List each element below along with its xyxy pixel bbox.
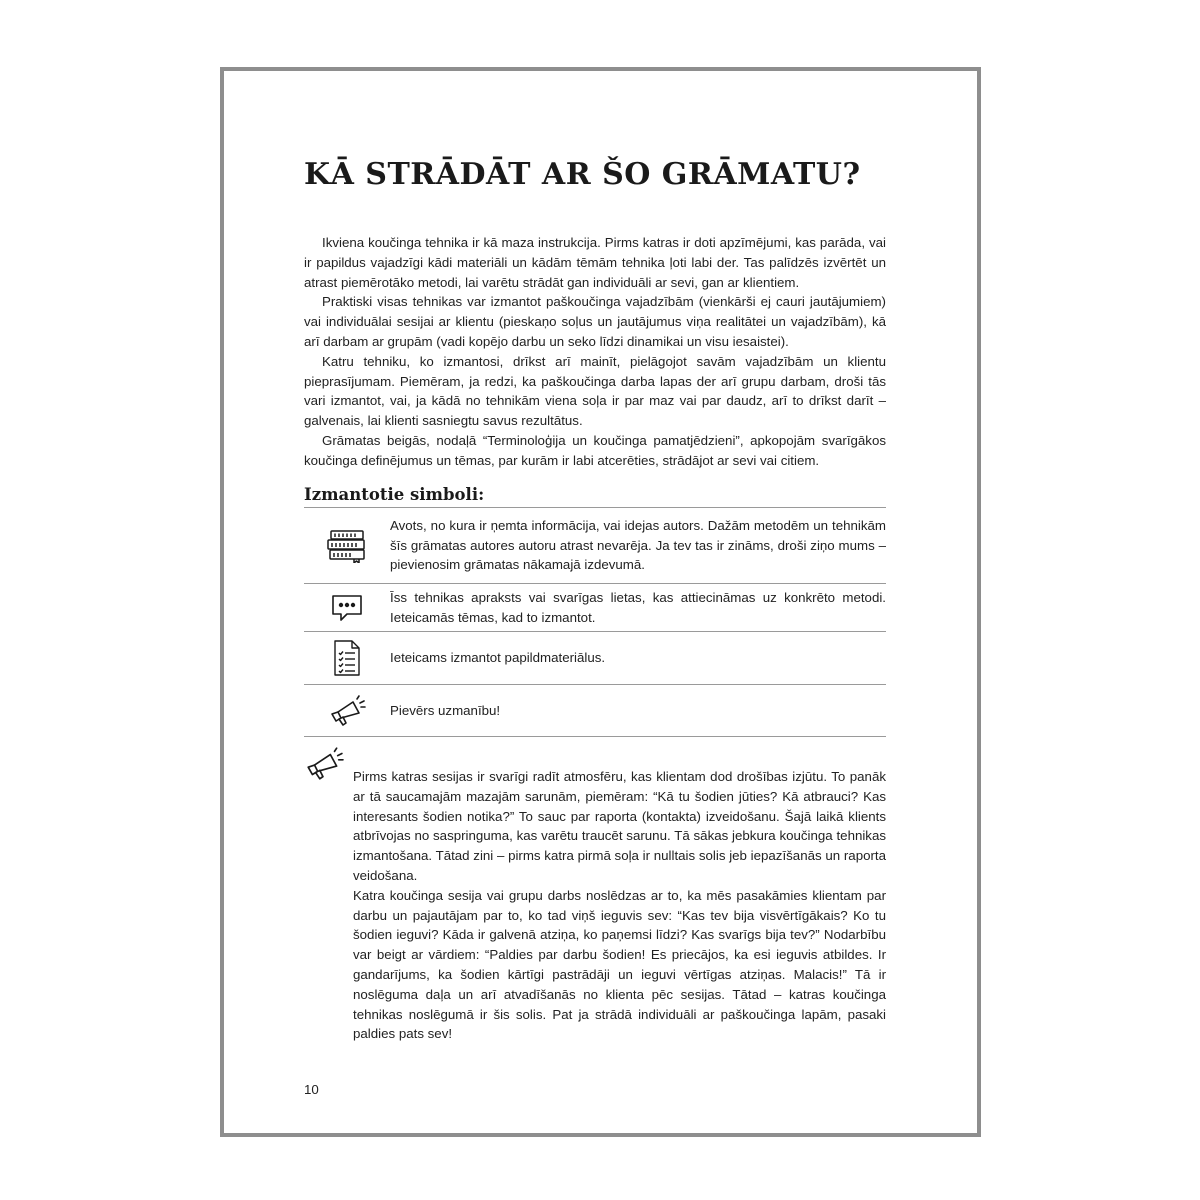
symbols-heading: Izmantotie simboli: <box>304 485 485 504</box>
books-icon <box>304 529 390 563</box>
intro-text <box>304 233 886 471</box>
page-number: 10 <box>304 1082 319 1097</box>
symbol-row-materials <box>304 631 886 684</box>
book-page <box>220 67 981 1137</box>
intro-paragraph: Grāmatas beigās, nodaļā “Terminoloģija un koučinga pamatjēdzieni”, apkopojām svarīgākos koučinga definējumus un tēmas, par kurām ir labi atcerēties, strādājot ar sevi vai citiem. <box>304 432 886 468</box>
attention-note <box>353 767 886 1044</box>
note-paragraph: Katra koučinga sesija vai grupu darbs noslēdzas ar to, ka mēs pasakāmies klientam par darbu un pajautājam par to, ko tad viņš ieguvis sev: “Kas tev bija visvērtīgākais? Ko tu šodien ieguvi? Kāda ir galvenā atziņa, ko paņemsi līdzi? Kas svarīgs bija tev?” Nodarbību var beigt ar vārdiem: “Paldies par darbu šodien! Es priecājos, ka esi ieguvis atbildes. Ir gandarījums, ka šodien kārtīgi pastrādāji un ieguvi vērtīgas atziņas. Malacis!” Tā ir noslēguma daļa un arī atvadīšanās no klienta pēc sesijas. Tātad – katras koučinga tehnikas noslēgumā ir šis solis. Pat ja strādā individuāli ar paškoučinga lapām, pasaki paldies pats sev! <box>353 887 886 1042</box>
symbol-description: Avots, no kura ir ņemta informācija, vai idejas autors. Dažām metodēm un tehnikām šīs grāmatas autores autoru atrast nevarēja. Ja tev tas ir zināms, droši ziņo mums – pievienosim grāmatas nākamajā izdevumā. <box>390 517 886 573</box>
megaphone-icon <box>304 746 344 787</box>
symbol-description: Īss tehnikas apraksts vai svarīgas lietas, kas attiecināmas uz konkrēto metodi. Ieteicamās tēmas, kad to izmantot. <box>390 589 886 625</box>
intro-paragraph: Praktiski visas tehnikas var izmantot paškoučinga vajadzībām (vienkārši ej cauri jautājumiem) vai individuālai sesijai ar klientu (pieskaņo soļus un jautājumus viņa realitātei un vajadzībām), kā arī darbam ar grupām (vadi kopējo darbu un seko līdzi dinamikai un visu iesaistei). <box>304 294 886 349</box>
megaphone-icon <box>304 694 390 728</box>
note-paragraph: Pirms katras sesijas ir svarīgi radīt atmosfēru, kas klientam dod drošības izjūtu. To panāk ar tā saucamajām mazajām sarunām, piemēram: “Kā tu šodien jūties? Kā atbrauci? Kas interesants šodien notika?” To sauc par raporta (kontakta) izveidošanu. Šajā laikā klients atbrīvojas no saspringuma, kas varētu traucēt sarunu. Tā sākas jebkura koučinga tehnikas izmantošana. Tātad zini – pirms katra pirmā soļa ir nulltais solis jeb iepazīšanās un raporta veidošana. <box>353 769 886 883</box>
speech-bubble-icon <box>304 593 390 623</box>
symbol-row-attention <box>304 684 886 737</box>
symbols-table <box>304 507 886 737</box>
page-title: KĀ STRĀDĀT AR ŠO GRĀMATU? <box>304 157 861 192</box>
intro-paragraph: Ikviena koučinga tehnika ir kā maza instrukcija. Pirms katras ir doti apzīmējumi, kas parāda, vai ir papildus vajadzīgi kādi materiāli un kādām tēmām tehnika ļoti labi der. Tas palīdzēs izvērtēt un atrast piemērotāko metodi, lai varētu strādāt gan individuāli ar sevi, gan ar klientiem. <box>304 235 886 290</box>
intro-paragraph: Katru tehniku, ko izmantosi, drīkst arī mainīt, pielāgojot savām vajadzībām un klientu pieprasījumam. Piemēram, ja redzi, ka paškoučinga darba lapas der arī grupu darbam, droši tās vari izmantot, vai, ja kādā no tehnikām viena soļa ir par maz vai par daudz, arī to drīkst darīt – galvenais, lai klienti sasniegtu savus rezultātus. <box>304 353 886 429</box>
symbol-description: Ieteicams izmantot papildmateriālus. <box>390 650 606 666</box>
symbol-description: Pievērs uzmanību! <box>390 702 501 718</box>
symbol-row-source <box>304 507 886 583</box>
document-list-icon <box>304 639 390 677</box>
symbol-row-description <box>304 583 886 631</box>
